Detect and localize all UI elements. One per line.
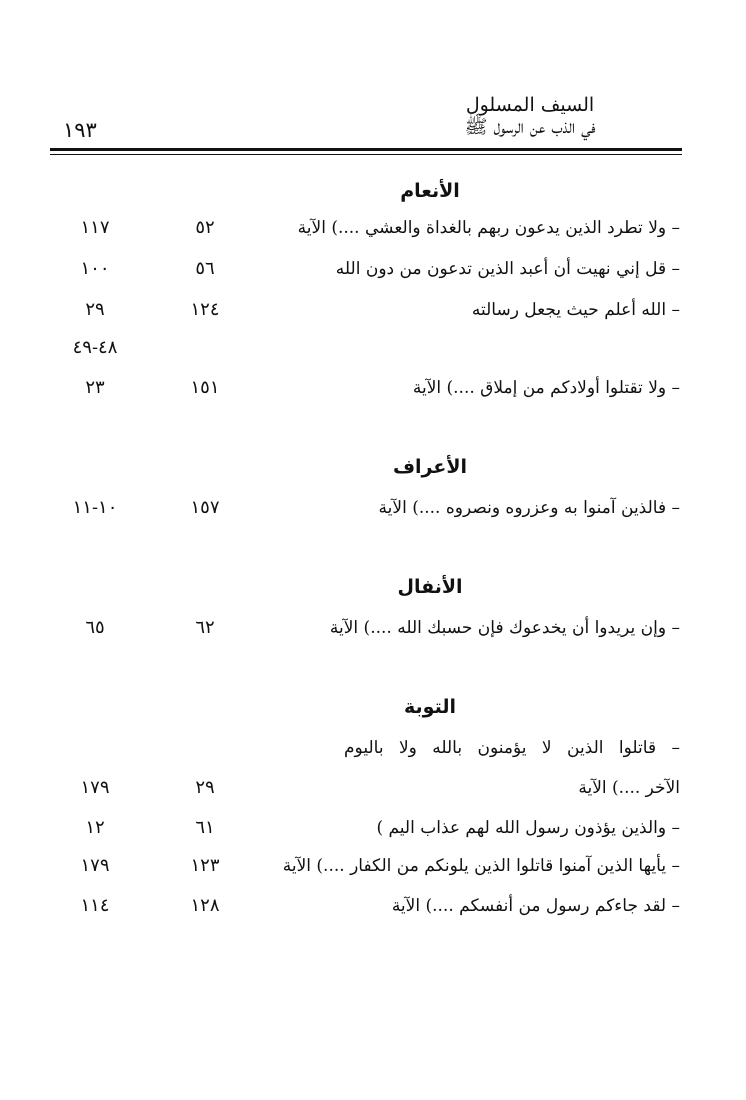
- entry-text: – فالذين آمنوا به وعزروه ونصروه ....) الآية: [378, 498, 680, 518]
- index-entry: [40, 734, 680, 762]
- entry-page-number: ١١٤: [80, 895, 110, 916]
- entry-text: – ولا تطرد الذين يدعون ربهم بالغداة والعشي ....) الآية: [297, 218, 680, 238]
- index-entry: [40, 296, 680, 324]
- index-entry: [40, 892, 680, 920]
- index-entry: [40, 814, 680, 842]
- entry-verse-number: ٢٩: [195, 777, 215, 798]
- entry-text: – والذين يؤذون رسول الله لهم عذاب اليم ): [376, 818, 680, 838]
- entry-text: – ولا تقتلوا أولادكم من إملاق ....) الآية: [412, 378, 680, 398]
- index-entry: [40, 255, 680, 283]
- entry-page-number: ٢٣: [85, 377, 105, 398]
- entry-text: – الله أعلم حيث يجعل رسالته: [471, 300, 680, 320]
- index-entry: [40, 614, 680, 642]
- section-heading-al-araf: الأعراف: [392, 456, 468, 478]
- section-heading-al-anfal: الأنفال: [397, 576, 463, 598]
- entry-verse-number: ١٥٧: [190, 497, 220, 518]
- entry-verse-number: ١٥١: [190, 377, 220, 398]
- entry-verse-number: ١٢٣: [190, 855, 220, 876]
- index-entry: [40, 374, 680, 402]
- entry-text: – لقد جاءكم رسول من أنفسكم ....) الآية: [391, 896, 680, 916]
- index-entry: [40, 774, 680, 802]
- entry-text: – قاتلوا الذين لا يؤمنون بالله ولا باليوم: [344, 738, 680, 758]
- entry-page-number: ١٧٩: [80, 855, 110, 876]
- index-entry: [40, 334, 680, 362]
- entry-verse-number: ١٢٨: [190, 895, 220, 916]
- entry-page-number: ١١٧: [80, 217, 110, 238]
- running-header-title: [380, 94, 680, 138]
- entry-text: – قل إني نهيت أن أعبد الذين تدعون من دون الله: [335, 259, 680, 279]
- entry-text: الآخر ....) الآية: [578, 778, 680, 798]
- entry-verse-number: ٥٦: [195, 258, 215, 279]
- entry-verse-number: ٦١: [195, 817, 215, 838]
- entry-text: – يأيها الذين آمنوا قاتلوا الذين يلونكم من الكفار ....) الآية: [282, 856, 680, 876]
- entry-verse-number: ١٢٤: [190, 299, 220, 320]
- section-heading-at-tawbah: التوبة: [404, 696, 456, 718]
- entry-page-number: ١٢: [85, 817, 105, 838]
- entry-verse-number: ٥٢: [195, 217, 215, 238]
- page-number: ١٩٣: [63, 118, 97, 142]
- entry-page-number: ٤٨-٤٩: [72, 337, 118, 358]
- header-title-line-2: في الذب عن الرسول ﷺ: [464, 116, 596, 138]
- index-entry: [40, 494, 680, 522]
- entry-text: – وإن يريدوا أن يخدعوك فإن حسبك الله ....) الآية: [329, 618, 680, 638]
- index-entry: [40, 214, 680, 242]
- entry-page-number: ١٠٠: [80, 258, 110, 279]
- entry-page-number: ٢٩: [85, 299, 105, 320]
- header-rule-thick: [50, 148, 682, 151]
- section-heading-al-anam: الأنعام: [400, 180, 460, 202]
- index-entry: [40, 852, 680, 880]
- entry-verse-number: ٦٢: [195, 617, 215, 638]
- entry-page-number: ١٠-١١: [72, 497, 118, 518]
- entry-page-number: ٦٥: [85, 617, 105, 638]
- header-rule-thin: [50, 154, 682, 155]
- entry-page-number: ١٧٩: [80, 777, 110, 798]
- header-title-line-1: السيف المسلول: [465, 94, 595, 116]
